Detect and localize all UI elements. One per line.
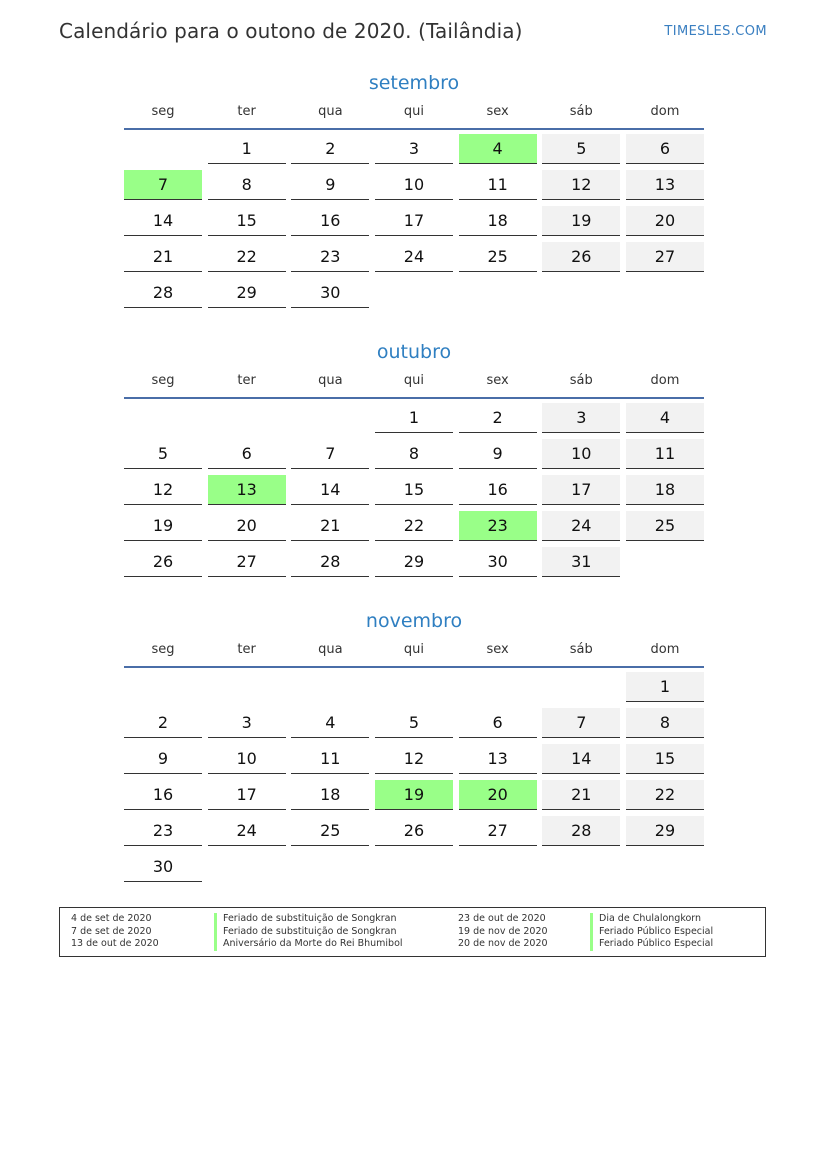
day-cell[interactable]: 16 [291, 206, 369, 236]
holiday-legend [59, 907, 766, 957]
day-cell-weekend[interactable]: 22 [626, 780, 704, 810]
legend-holiday-name: Dia de Chulalongkorn [590, 913, 713, 926]
days-grid [124, 672, 704, 888]
day-cell[interactable]: 10 [375, 170, 453, 200]
day-cell-weekend[interactable]: 1 [626, 672, 704, 702]
day-cell-weekend[interactable]: 19 [542, 206, 620, 236]
day-cell-weekend[interactable]: 11 [626, 439, 704, 469]
day-cell[interactable]: 21 [291, 511, 369, 541]
day-cell[interactable]: 23 [291, 242, 369, 272]
weekday-label: dom [650, 373, 680, 388]
day-cell-weekend[interactable]: 7 [542, 708, 620, 738]
weekday-label: sáb [569, 642, 593, 657]
weekday-label: ter [237, 373, 256, 388]
day-cell[interactable]: 3 [208, 708, 286, 738]
day-cell-weekend[interactable]: 12 [542, 170, 620, 200]
day-cell[interactable]: 1 [208, 134, 286, 164]
legend-dates-right [458, 913, 548, 951]
day-cell[interactable]: 1 [375, 403, 453, 433]
day-cell[interactable]: 5 [124, 439, 202, 469]
day-cell-weekend[interactable]: 3 [542, 403, 620, 433]
day-cell[interactable]: 30 [291, 278, 369, 308]
day-cell-holiday[interactable]: 13 [208, 475, 286, 505]
day-cell-weekend[interactable]: 31 [542, 547, 620, 577]
day-cell[interactable]: 28 [291, 547, 369, 577]
month-calendar-novembro [124, 608, 704, 888]
legend-holiday-name: Aniversário da Morte do Rei Bhumibol [214, 938, 403, 951]
day-cell[interactable]: 17 [208, 780, 286, 810]
weekday-label: dom [650, 642, 680, 657]
day-cell[interactable]: 9 [291, 170, 369, 200]
day-cell[interactable]: 9 [124, 744, 202, 774]
page-title: Calendário para o outono de 2020. (Tailândia) [59, 19, 523, 43]
weekday-label: ter [237, 104, 256, 119]
day-cell[interactable]: 9 [459, 439, 537, 469]
day-cell[interactable]: 25 [291, 816, 369, 846]
legend-names-left [214, 913, 403, 951]
month-title: setembro [368, 72, 460, 94]
month-calendar-setembro [124, 70, 704, 314]
day-cell-weekend[interactable]: 24 [542, 511, 620, 541]
day-cell-weekend[interactable]: 26 [542, 242, 620, 272]
day-cell[interactable]: 18 [291, 780, 369, 810]
day-cell[interactable]: 25 [459, 242, 537, 272]
weekday-label: qui [403, 642, 425, 657]
day-cell[interactable]: 27 [459, 816, 537, 846]
day-cell-weekend[interactable]: 20 [626, 206, 704, 236]
weekday-label: seg [151, 373, 175, 388]
day-cell[interactable]: 6 [459, 708, 537, 738]
weekday-label: qui [403, 373, 425, 388]
day-cell[interactable]: 11 [459, 170, 537, 200]
weekday-label: qua [318, 373, 343, 388]
day-cell[interactable]: 8 [208, 170, 286, 200]
day-cell[interactable]: 14 [291, 475, 369, 505]
day-cell[interactable]: 16 [459, 475, 537, 505]
day-cell[interactable]: 26 [124, 547, 202, 577]
days-grid [124, 403, 704, 583]
weekday-label: sex [486, 104, 509, 119]
day-cell-holiday[interactable]: 7 [124, 170, 202, 200]
day-cell-weekend[interactable]: 15 [626, 744, 704, 774]
day-cell-weekend[interactable]: 13 [626, 170, 704, 200]
day-cell-weekend[interactable]: 28 [542, 816, 620, 846]
day-cell-weekend[interactable]: 14 [542, 744, 620, 774]
day-cell-holiday[interactable]: 19 [375, 780, 453, 810]
day-cell-weekend[interactable]: 21 [542, 780, 620, 810]
site-logo[interactable]: TIMESLES.COM [664, 24, 767, 39]
legend-names-right [590, 913, 713, 951]
day-cell[interactable]: 27 [208, 547, 286, 577]
day-cell-weekend[interactable]: 10 [542, 439, 620, 469]
day-cell[interactable]: 29 [208, 278, 286, 308]
header-divider [124, 128, 704, 130]
day-cell[interactable]: 22 [375, 511, 453, 541]
weekday-label: sáb [569, 104, 593, 119]
day-cell[interactable]: 26 [375, 816, 453, 846]
legend-date: 7 de set de 2020 [71, 925, 152, 937]
day-cell[interactable]: 15 [208, 206, 286, 236]
day-cell[interactable]: 12 [375, 744, 453, 774]
day-cell[interactable]: 19 [124, 511, 202, 541]
day-cell[interactable]: 8 [375, 439, 453, 469]
day-cell[interactable]: 21 [124, 242, 202, 272]
month-calendar-outubro [124, 339, 704, 583]
day-cell[interactable]: 28 [124, 278, 202, 308]
legend-holiday-name: Feriado de substituição de Songkran [214, 926, 403, 939]
legend-date: 13 de out de 2020 [71, 938, 159, 949]
day-cell[interactable]: 2 [124, 708, 202, 738]
day-cell-weekend[interactable]: 29 [626, 816, 704, 846]
day-cell[interactable]: 6 [208, 439, 286, 469]
day-cell[interactable]: 30 [459, 547, 537, 577]
weekday-label: sáb [569, 373, 593, 388]
legend-dates-left [71, 913, 159, 951]
weekday-label: sex [486, 642, 509, 657]
day-cell[interactable]: 11 [291, 744, 369, 774]
day-cell[interactable]: 7 [291, 439, 369, 469]
day-cell-weekend[interactable]: 5 [542, 134, 620, 164]
weekday-label: sex [486, 373, 509, 388]
day-cell-weekend[interactable]: 8 [626, 708, 704, 738]
weekday-label: seg [151, 642, 175, 657]
weekday-header-row [124, 642, 704, 664]
day-cell-holiday[interactable]: 20 [459, 780, 537, 810]
weekday-label: dom [650, 104, 680, 119]
day-cell[interactable]: 23 [124, 816, 202, 846]
day-cell[interactable]: 29 [375, 547, 453, 577]
day-cell-weekend[interactable]: 25 [626, 511, 704, 541]
day-cell[interactable]: 17 [375, 206, 453, 236]
day-cell-holiday[interactable]: 23 [459, 511, 537, 541]
day-cell-weekend[interactable]: 6 [626, 134, 704, 164]
legend-holiday-name: Feriado de substituição de Songkran [214, 913, 403, 926]
legend-date: 23 de out de 2020 [458, 913, 546, 924]
header-divider [124, 397, 704, 399]
day-cell-weekend[interactable]: 4 [626, 403, 704, 433]
day-cell[interactable]: 13 [459, 744, 537, 774]
day-cell-holiday[interactable]: 4 [459, 134, 537, 164]
day-cell[interactable]: 20 [208, 511, 286, 541]
header-divider [124, 666, 704, 668]
legend-date: 4 de set de 2020 [71, 913, 152, 924]
weekday-label: ter [237, 642, 256, 657]
month-title: novembro [365, 610, 463, 632]
day-cell-weekend[interactable]: 18 [626, 475, 704, 505]
weekday-label: qui [403, 104, 425, 119]
day-cell[interactable]: 10 [208, 744, 286, 774]
weekday-label: seg [151, 104, 175, 119]
day-cell[interactable]: 22 [208, 242, 286, 272]
legend-holiday-name: Feriado Público Especial [590, 938, 713, 951]
legend-date: 19 de nov de 2020 [458, 925, 548, 937]
day-cell[interactable]: 15 [375, 475, 453, 505]
day-cell[interactable]: 2 [459, 403, 537, 433]
day-cell[interactable]: 4 [291, 708, 369, 738]
day-cell-weekend[interactable]: 27 [626, 242, 704, 272]
legend-holiday-name: Feriado Público Especial [590, 926, 713, 939]
day-cell[interactable]: 18 [459, 206, 537, 236]
weekday-label: qua [318, 104, 343, 119]
month-title: outubro [376, 341, 452, 363]
day-cell[interactable]: 2 [291, 134, 369, 164]
weekday-label: qua [318, 642, 343, 657]
day-cell[interactable]: 12 [124, 475, 202, 505]
day-cell-weekend[interactable]: 17 [542, 475, 620, 505]
day-cell[interactable]: 30 [124, 852, 202, 882]
day-cell[interactable]: 24 [208, 816, 286, 846]
day-cell[interactable]: 16 [124, 780, 202, 810]
day-cell[interactable]: 14 [124, 206, 202, 236]
day-cell[interactable]: 24 [375, 242, 453, 272]
legend-date: 20 de nov de 2020 [458, 938, 548, 949]
weekday-header-row [124, 104, 704, 126]
day-cell[interactable]: 5 [375, 708, 453, 738]
day-cell[interactable]: 3 [375, 134, 453, 164]
weekday-header-row [124, 373, 704, 395]
days-grid [124, 134, 704, 314]
